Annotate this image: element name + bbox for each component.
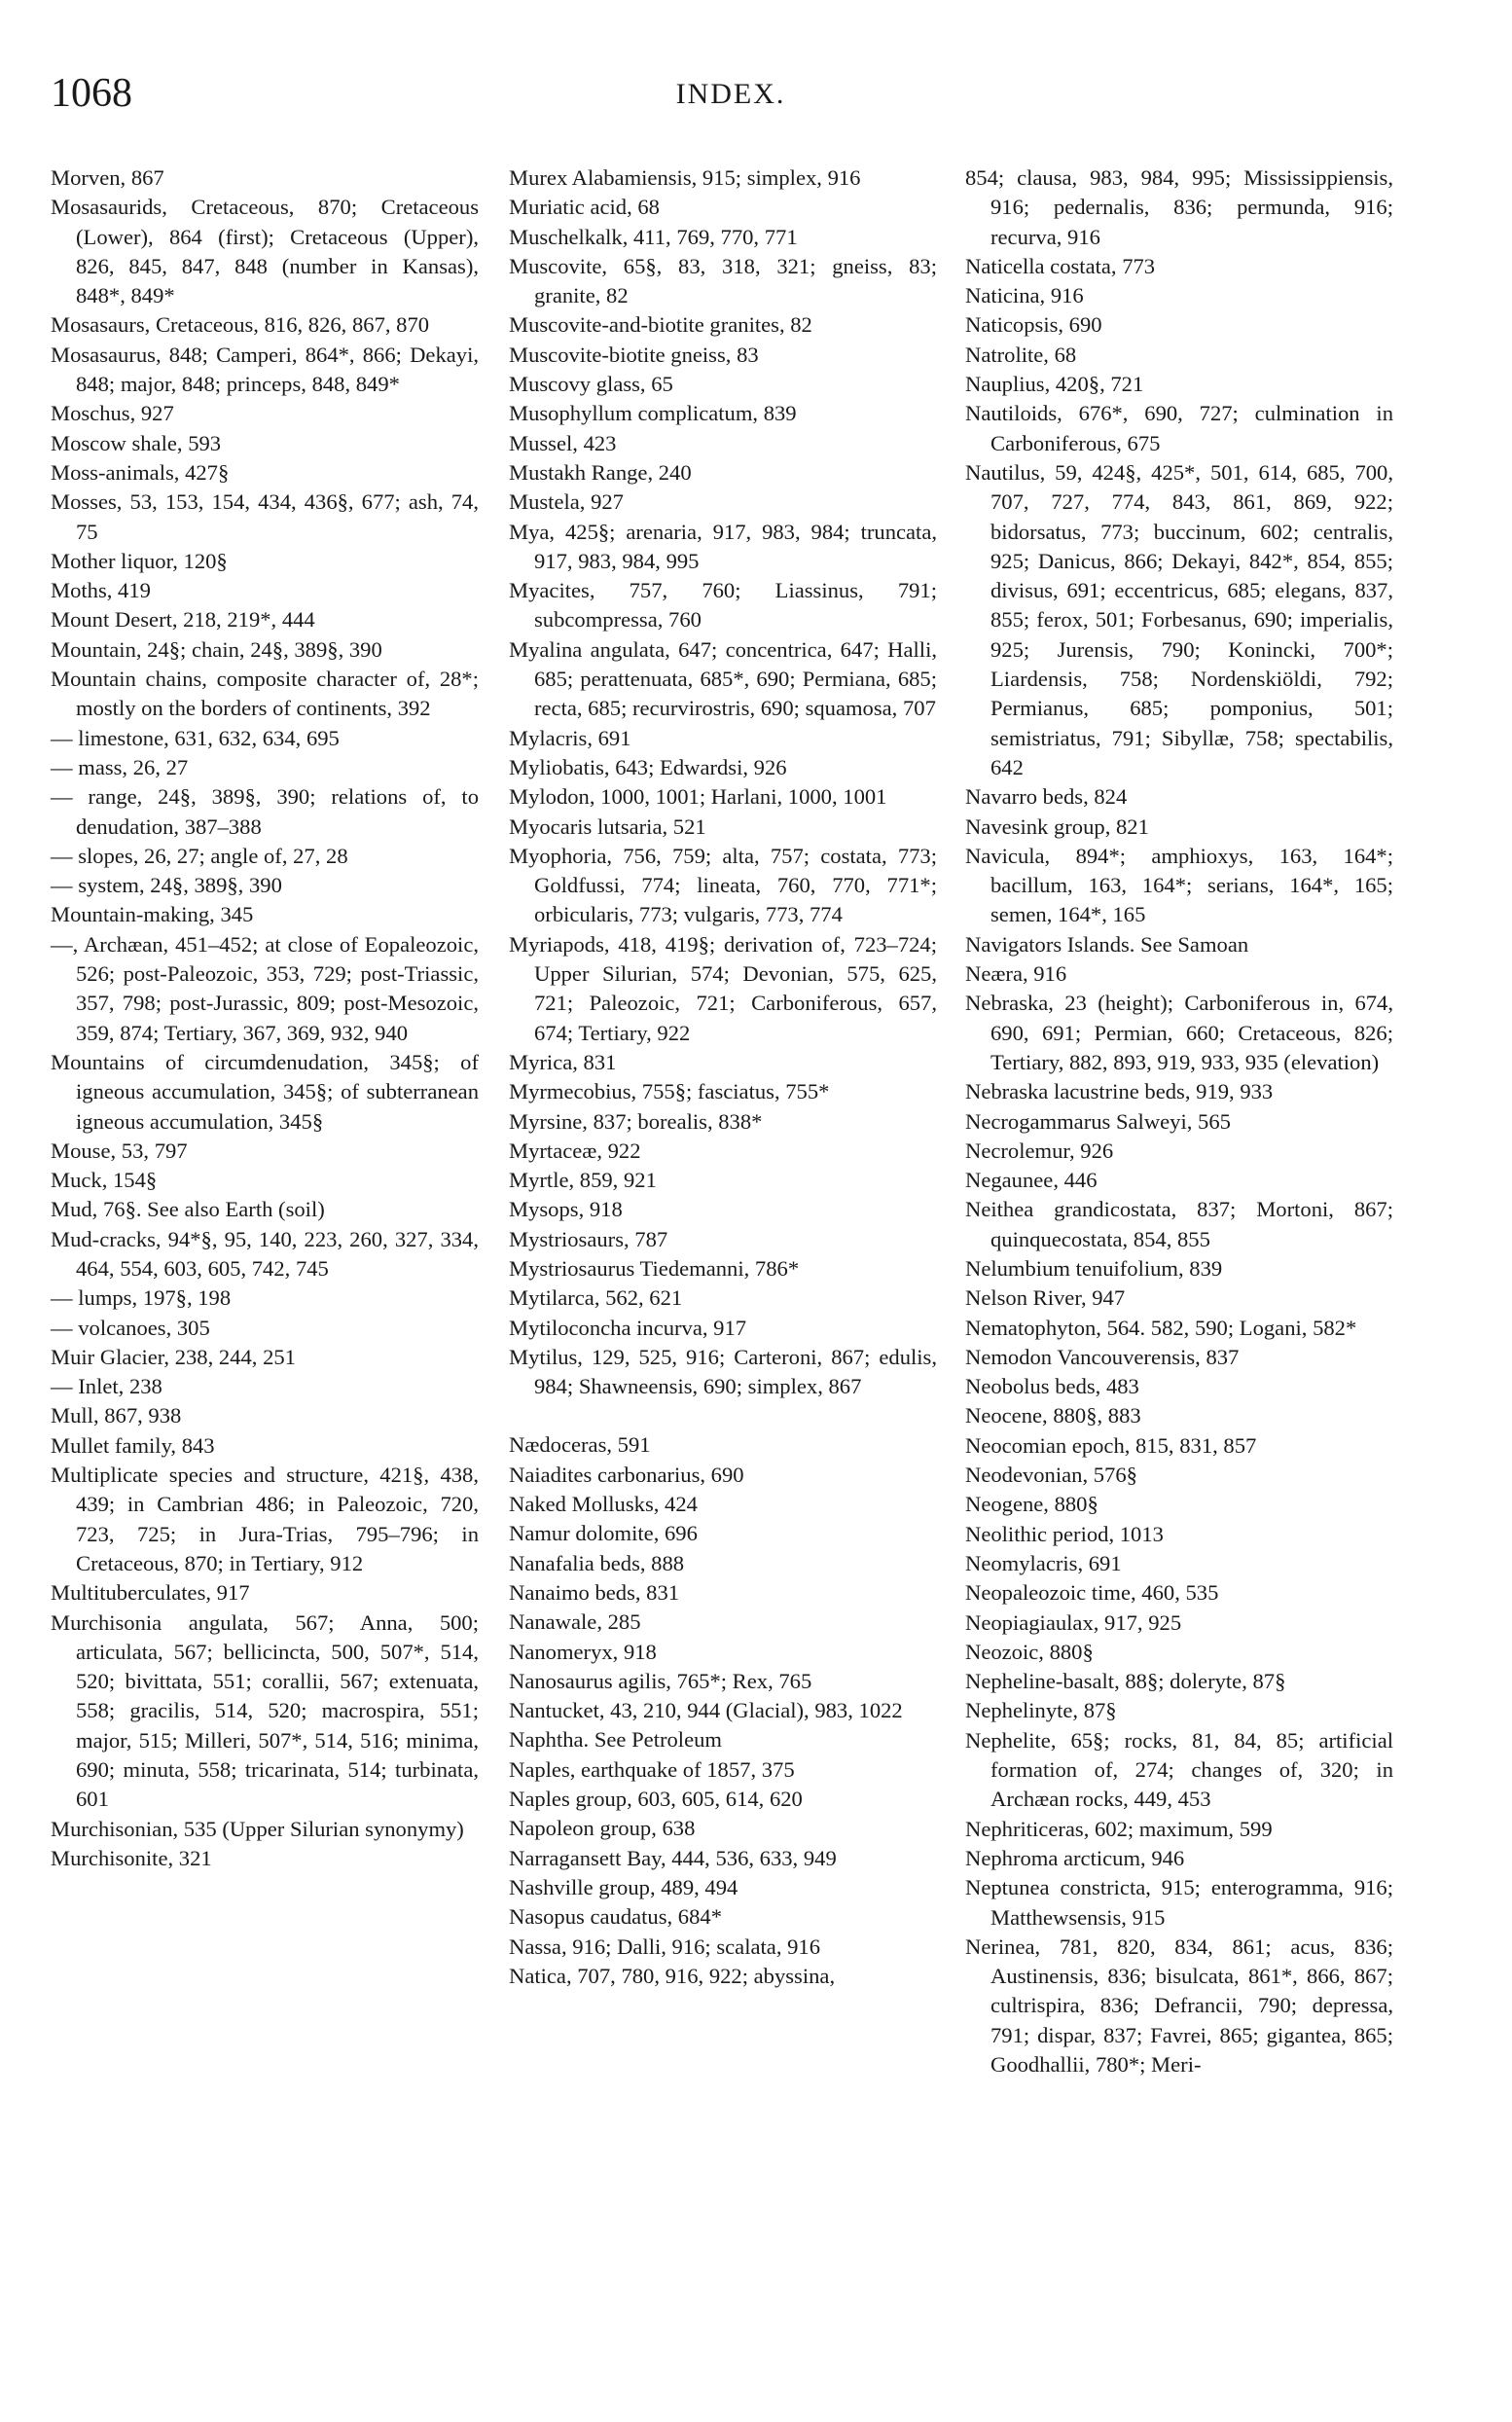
index-entry: Neæra, 916 <box>965 961 1067 987</box>
index-entry: Necrolemur, 926 <box>965 1138 1114 1163</box>
index-entry: Mouse, 53, 797 <box>51 1138 188 1163</box>
index-entry: Mount Desert, 218, 219*, 444 <box>51 607 315 633</box>
index-entry: Myalina angulata, 647; concentrica, 647; Halli, 685; perattenuata, 685*, 690; Permiana, 685; recta, 685; recurvirostris, 690; squamosa, 707 <box>509 636 937 721</box>
index-entry: Mytiloconcha incurva, 917 <box>509 1315 747 1340</box>
index-entry: Mountains of circumdenudation, 345§; of igneous accumulation, 345§; of subterranean igneous accumulation, 345§ <box>51 1049 479 1134</box>
index-entry: —, Archæan, 451–452; at close of Eopaleozoic, 526; post-Paleozoic, 353, 729; post-Triassic, 357, 798; post-Jurassic, 809; post-Mesozoic, 359, 874; Tertiary, 367, 369, 932, 940 <box>51 931 479 1045</box>
index-entry: Napoleon group, 638 <box>509 1816 696 1841</box>
index-entry: Naticina, 916 <box>965 283 1084 308</box>
index-entry: Myriapods, 418, 419§; derivation of, 723–724; Upper Silurian, 574; Devonian, 575, 625, 721; Paleozoic, 721; Carboniferous, 657, 674; Tertiary, 922 <box>509 931 937 1045</box>
index-entry: Myrmecobius, 755§; fasciatus, 755* <box>509 1079 830 1104</box>
index-entry: Nasopus caudatus, 684* <box>509 1904 722 1930</box>
index-entry: Nanosaurus agilis, 765*; Rex, 765 <box>509 1668 812 1693</box>
section-gap <box>509 1401 937 1430</box>
index-entry: Mountain-making, 345 <box>51 902 254 927</box>
index-entry: Nepheline-basalt, 88§; doleryte, 87§ <box>965 1669 1286 1694</box>
index-entry: Nautiloids, 676*, 690, 727; culmination in Carboniferous, 675 <box>965 401 1393 455</box>
running-title: INDEX. <box>675 78 786 110</box>
index-entry: Mustakh Range, 240 <box>509 459 692 485</box>
index-entry: Mother liquor, 120§ <box>51 548 228 573</box>
index-entry: Murchisonia angulata, 567; Anna, 500; articulata, 567; bellicincta, 500, 507*, 514, 520; bivittata, 551; corallii, 567; extenuata, 558; gracilis, 514, 520; macrospira, 551; major, 515; Milleri, 507*, 514, 516; minima, 690; minuta, 558; tricarinata, 514; turbinata, 601 <box>51 1609 479 1812</box>
index-entry: Navesink group, 821 <box>965 813 1149 839</box>
index-entry: Myophoria, 756, 759; alta, 757; costata, 773; Goldfussi, 774; lineata, 760, 770, 771*; orbicularis, 773; vulgaris, 773, 774 <box>509 843 937 927</box>
index-entry: Natrolite, 68 <box>965 342 1077 367</box>
index-columns <box>51 163 1413 2392</box>
index-entry: Myrsine, 837; borealis, 838* <box>509 1108 763 1134</box>
index-entry: Nanafalia beds, 888 <box>509 1550 685 1575</box>
index-entry: Muck, 154§ <box>51 1168 158 1193</box>
index-entry: Nelumbium tenuifolium, 839 <box>965 1255 1223 1281</box>
index-entry: Moss-animals, 427§ <box>51 459 230 485</box>
index-entry: Neobolus beds, 483 <box>965 1374 1139 1399</box>
index-entry: Mya, 425§; arenaria, 917, 983, 984; truncata, 917, 983, 984, 995 <box>509 519 937 573</box>
index-entry: Negaunee, 446 <box>965 1168 1098 1193</box>
index-entry: Mylacris, 691 <box>509 725 631 750</box>
index-entry: Myrtaceæ, 922 <box>509 1138 641 1163</box>
index-entry: Nephelinyte, 87§ <box>965 1698 1117 1723</box>
index-entry: Nauplius, 420§, 721 <box>965 372 1144 397</box>
index-entry: Nebraska lacustrine beds, 919, 933 <box>965 1079 1274 1104</box>
index-entry: Multituberculates, 917 <box>51 1580 250 1606</box>
index-entry: Mud-cracks, 94*§, 95, 140, 223, 260, 327, 334, 464, 554, 603, 605, 742, 745 <box>51 1226 479 1281</box>
index-entry: Myacites, 757, 760; Liassinus, 791; subcompressa, 760 <box>509 578 937 633</box>
index-entry: Mytilus, 129, 525, 916; Carteroni, 867; edulis, 984; Shawneensis, 690; simplex, 867 <box>509 1344 937 1399</box>
index-entry: Muscovite-and-biotite granites, 82 <box>509 312 812 338</box>
index-entry: Muschelkalk, 411, 769, 770, 771 <box>509 224 798 249</box>
index-entry: Nanaimo beds, 831 <box>509 1579 680 1605</box>
index-entry: Necrogammarus Salweyi, 565 <box>965 1108 1231 1134</box>
index-entry: Mytilarca, 562, 621 <box>509 1285 683 1311</box>
index-entry: Nassa, 916; Dalli, 916; scalata, 916 <box>509 1934 821 1959</box>
index-entry: Neolithic period, 1013 <box>965 1521 1164 1546</box>
index-column-2 <box>509 163 937 1991</box>
page-number: 1068 <box>51 71 132 116</box>
index-entry: Navarro beds, 824 <box>965 784 1128 810</box>
index-entry: Musophyllum complicatum, 839 <box>509 401 797 426</box>
index-entry: Muscovy glass, 65 <box>509 372 673 397</box>
index-entry: — Inlet, 238 <box>51 1374 162 1399</box>
index-entry: Neogene, 880§ <box>965 1492 1098 1517</box>
index-entry: Neodevonian, 576§ <box>965 1463 1137 1488</box>
index-entry: Mylodon, 1000, 1001; Harlani, 1000, 1001 <box>509 784 887 810</box>
index-entry: Mosses, 53, 153, 154, 434, 436§, 677; ash, 74, 75 <box>51 489 479 544</box>
index-entry: Nephelite, 65§; rocks, 81, 84, 85; artificial formation of, 274; changes of, 320; in Archæan rocks, 449, 453 <box>965 1727 1393 1812</box>
index-entry: Nematophyton, 564. 582, 590; Logani, 582* <box>965 1315 1357 1340</box>
index-entry: Moths, 419 <box>51 578 151 603</box>
index-entry: Navigators Islands. See Samoan <box>965 931 1249 957</box>
index-entry: Muriatic acid, 68 <box>509 195 660 220</box>
index-entry: Murchisonite, 321 <box>51 1845 212 1870</box>
index-entry: Naples group, 603, 605, 614, 620 <box>509 1787 803 1812</box>
index-entry: Murex Alabamiensis, 915; simplex, 916 <box>509 165 861 190</box>
index-entry: Mustela, 927 <box>509 489 624 515</box>
index-entry: Muscovite, 65§, 83, 318, 321; gneiss, 83; granite, 82 <box>509 253 937 308</box>
index-entry: Nædoceras, 591 <box>509 1432 651 1458</box>
index-entry: Mystriosaurus Tiedemanni, 786* <box>509 1255 800 1281</box>
index-entry: Neocene, 880§, 883 <box>965 1403 1141 1428</box>
index-entry: Neocomian epoch, 815, 831, 857 <box>965 1432 1257 1458</box>
index-entry: Nebraska, 23 (height); Carboniferous in, 674, 690, 691; Permian, 660; Cretaceous, 826; Tertiary, 882, 893, 919, 933, 935 (elevation) <box>965 991 1393 1074</box>
index-entry: Neozoic, 880§ <box>965 1639 1094 1664</box>
index-entry: Narragansett Bay, 444, 536, 633, 949 <box>509 1845 837 1870</box>
index-entry: Myliobatis, 643; Edwardsi, 926 <box>509 754 787 779</box>
index-entry: Mosasaurs, Cretaceous, 816, 826, 867, 870 <box>51 312 430 338</box>
index-entry: Mountain chains, composite character of, 28*; mostly on the borders of continents, 392 <box>51 667 479 721</box>
index-entry: Naticopsis, 690 <box>965 312 1102 338</box>
index-entry: Myrica, 831 <box>509 1049 617 1074</box>
index-entry: Nantucket, 43, 210, 944 (Glacial), 983, 1022 <box>509 1698 903 1723</box>
index-entry: Morven, 867 <box>51 165 164 190</box>
index-entry: Moschus, 927 <box>51 401 174 426</box>
index-entry: Mullet family, 843 <box>51 1432 215 1458</box>
index-entry: Neomylacris, 691 <box>965 1550 1122 1575</box>
index-entry: Neopiagiaulax, 917, 925 <box>965 1609 1182 1635</box>
index-entry: Nerinea, 781, 820, 834, 861; acus, 836; Austinensis, 836; bisulcata, 861*, 866, 867; cultrispira, 836; Defrancii, 790; depressa, 791; dispar, 837; Favrei, 865; gigantea, 865; Goodhallii, 780*; Meri- <box>965 1934 1393 2077</box>
index-entry: Naticella costata, 773 <box>965 253 1156 278</box>
index-entry: Neptunea constricta, 915; enterogramma, 916; Matthewsensis, 915 <box>965 1875 1393 1930</box>
index-entry: Myrtle, 859, 921 <box>509 1168 657 1193</box>
index-entry: Namur dolomite, 696 <box>509 1521 698 1546</box>
index-entry: Nashville group, 489, 494 <box>509 1874 738 1899</box>
index-entry: — limestone, 631, 632, 634, 695 <box>51 725 340 750</box>
index-entry: 854; clausa, 983, 984, 995; Mississippiensis, 916; pedernalis, 836; permunda, 916; recurva, 916 <box>965 165 1393 249</box>
index-entry: Mussel, 423 <box>509 430 617 455</box>
index-entry: Moscow shale, 593 <box>51 430 222 455</box>
index-entry: Nemodon Vancouverensis, 837 <box>965 1344 1240 1369</box>
index-entry: Multiplicate species and structure, 421§, 438, 439; in Cambrian 486; in Paleozoic, 720, 723, 725; in Jura-Trias, 795–796; in Cretaceous, 870; in Tertiary, 912 <box>51 1463 479 1575</box>
index-entry: Muscovite-biotite gneiss, 83 <box>509 342 759 367</box>
index-column-3 <box>965 163 1393 2079</box>
index-entry: Naphtha. See Petroleum <box>509 1727 722 1753</box>
index-entry: Naiadites carbonarius, 690 <box>509 1462 744 1487</box>
index-entry: — range, 24§, 389§, 390; relations of, to denudation, 387–388 <box>51 784 479 839</box>
index-entry: Nanomeryx, 918 <box>509 1639 657 1664</box>
index-entry: Neithea grandicostata, 837; Mortoni, 867; quinquecostata, 854, 855 <box>965 1197 1393 1251</box>
index-entry: — slopes, 26, 27; angle of, 27, 28 <box>51 843 348 868</box>
index-entry: — lumps, 197§, 198 <box>51 1285 232 1311</box>
index-entry: Murchisonian, 535 (Upper Silurian synonymy) <box>51 1816 464 1841</box>
index-entry: Mull, 867, 938 <box>51 1403 182 1428</box>
index-entry: Naked Mollusks, 424 <box>509 1492 698 1517</box>
index-entry: Mysops, 918 <box>509 1197 623 1222</box>
index-entry: Mystriosaurs, 787 <box>509 1226 668 1251</box>
index-entry: Navicula, 894*; amphioxys, 163, 164*; bacillum, 163, 164*; serians, 164*, 165; semen, 164*, 165 <box>965 843 1393 927</box>
index-entry: Nautilus, 59, 424§, 425*, 501, 614, 685, 700, 707, 727, 774, 843, 861, 869, 922; bidorsatus, 773; buccinum, 602; centralis, 925; Danicus, 866; Dekayi, 842*, 854, 855; divisus, 691; eccentricus, 685; elegans, 837, 855; ferox, 501; Forbesanus, 690; imperialis, 925; Jurensis, 790; Konincki, 700*; Liardensis, 758; Nordenskiöldi, 792; Permianus, 685; pomponius, 501; semistriatus, 791; Sibyllæ, 758; spectabilis, 642 <box>965 459 1393 779</box>
index-entry: — system, 24§, 389§, 390 <box>51 873 282 898</box>
index-entry: Nanawale, 285 <box>509 1609 641 1635</box>
index-entry: Nephriticeras, 602; maximum, 599 <box>965 1816 1273 1841</box>
index-entry: Myocaris lutsaria, 521 <box>509 813 706 839</box>
index-entry: Mosasaurus, 848; Camperi, 864*, 866; Dekayi, 848; major, 848; princeps, 848, 849* <box>51 342 479 397</box>
index-entry: — volcanoes, 305 <box>51 1315 210 1340</box>
index-entry: Mud, 76§. See also Earth (soil) <box>51 1197 325 1222</box>
index-entry: Muir Glacier, 238, 244, 251 <box>51 1344 296 1369</box>
index-entry: Natica, 707, 780, 916, 922; abyssina, <box>509 1963 836 1988</box>
index-entry: Nephroma arcticum, 946 <box>965 1845 1185 1870</box>
index-entry: Mosasaurids, Cretaceous, 870; Cretaceous (Lower), 864 (first); Cretaceous (Upper), 826, 845, 847, 848 (number in Kansas), 848*, 849* <box>51 195 479 308</box>
index-entry: Mountain, 24§; chain, 24§, 389§, 390 <box>51 636 382 662</box>
index-entry: Neopaleozoic time, 460, 535 <box>965 1580 1219 1606</box>
index-entry: — mass, 26, 27 <box>51 754 189 779</box>
index-entry: Nelson River, 947 <box>965 1285 1126 1311</box>
index-entry: Naples, earthquake of 1857, 375 <box>509 1756 795 1782</box>
index-column-1 <box>51 163 479 1873</box>
page-header <box>51 70 1411 128</box>
